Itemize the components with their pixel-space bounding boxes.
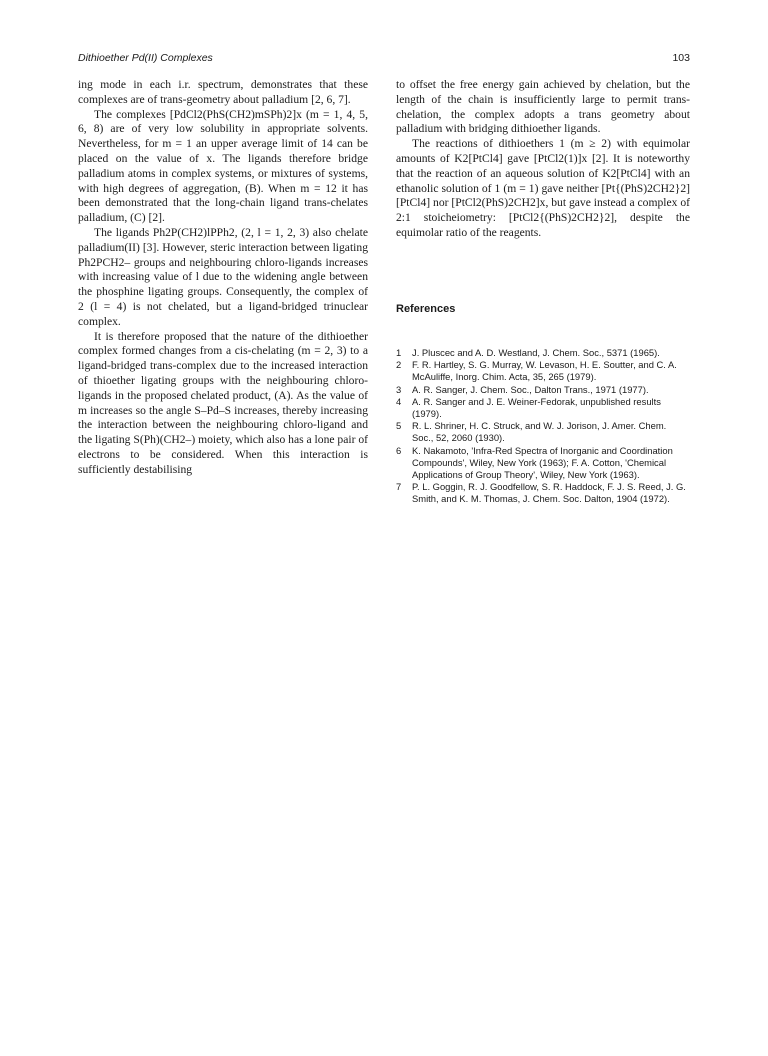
paragraph: ing mode in each i.r. spectrum, demonstrates that these complexes are of trans-geometry about palladium [2, 6, 7]. [78, 78, 368, 106]
reference-text: K. Nakamoto, 'Infra-Red Spectra of Inorganic and Coordination Compounds', Wiley, New York (1963); F. A. Cotton, 'Chemical Applications of Group Theory', Wiley, New York (1963). [412, 444, 673, 481]
reference-item [396, 359, 690, 383]
paragraph: to offset the free energy gain achieved by chelation, but the length of the chain is insufficiently large to permit trans-chelation, the complex adopts a trans geometry about palladium with bridging dithioether ligands. [396, 78, 690, 136]
page-number: 103 [672, 52, 690, 64]
reference-item [396, 445, 690, 482]
reference-text: J. Pluscec and A. D. Westland, J. Chem. Soc., 5371 (1965). [412, 347, 660, 358]
references-list [396, 347, 690, 506]
paragraph: It is therefore proposed that the nature of the dithioether complex formed changes from a cis-chelating (m = 2, 3) to a ligand-bridged trans-complex due to the increased interaction of thioether ligating groups with the neighbouring chloro-ligands in the proposed chelated product, (A). As the value of m increases so the angle S–Pd–S increases, thereby increasing the interaction between the neighbouring chloro-ligand and the ligating S(Ph)(CH2–) moiety, which also has a lone pair of electrons to be considered. When this interaction is sufficiently destabilising [78, 329, 369, 476]
page-header [78, 52, 690, 68]
reference-number: 6 [396, 444, 402, 456]
reference-number: 5 [396, 420, 402, 432]
reference-text: A. R. Sanger and J. E. Weiner-Fedorak, unpublished results (1979). [412, 395, 661, 420]
reference-text: P. L. Goggin, R. J. Goodfellow, S. R. Haddock, F. J. S. Reed, J. G. Smith, and K. M. Thomas, J. Chem. Soc. Dalton, 1904 (1972). [412, 481, 686, 505]
paragraph: The complexes [PdCl2(PhS(CH2)mSPh)2]x (m = 1, 4, 5, 6, 8) are of very low solubility in appropriate solvents. Nevertheless, for m = 1 an upper average limit of 14 can be placed on the value of x. The ligands therefore bridge palladium atoms in complex systems, or mixtures of systems, with high degrees of aggregation, (B). When m = 12 it has been demonstrated that the long-chain ligand trans-chelates palladium, (C) [2]. [78, 107, 368, 225]
references-heading: References [396, 303, 456, 315]
paragraph: The reactions of dithioethers 1 (m ≥ 2) with equimolar amounts of K2[PtCl4] gave [PtCl2(1)]x [2]. It is noteworthy that the reaction of an aqueous solution of K2[PtCl4] with an ethanolic solution of 1 (m = 1) gave neither [Pt{(PhS)2CH2}2][PtCl4] nor [PtCl2(PhS)2CH2]x, but gave instead a complex of 2:1 stoicheiometry: [PtCl2{(PhS)2CH2}2], despite the equimolar ratio of the reagents. [396, 137, 690, 239]
reference-item [396, 396, 690, 420]
reference-item [396, 347, 690, 359]
reference-item [396, 481, 690, 505]
reference-text: F. R. Hartley, S. G. Murray, W. Levason, H. E. Soutter, and C. A. McAuliffe, Inorg. Chim. Acta, 35, 265 (1979). [412, 359, 677, 383]
reference-item [396, 384, 690, 396]
reference-number: 3 [396, 383, 402, 395]
reference-item [396, 420, 690, 444]
reference-text: A. R. Sanger, J. Chem. Soc., Dalton Trans., 1971 (1977). [412, 383, 649, 395]
left-column [78, 78, 368, 478]
right-column [396, 78, 690, 241]
reference-number: 2 [396, 359, 402, 371]
reference-number: 1 [396, 347, 402, 358]
paragraph: The ligands Ph2P(CH2)lPPh2, (2, l = 1, 2, 3) also chelate palladium(II) [3]. However, steric interaction between ligating Ph2PCH2– groups and neighbouring chloro-ligands increases with increasing value of l due to the widening angle between the phosphine ligating groups. Consequently, the complex of 2 (l = 4) is not chelated, but a ligand-bridged trinuclear complex. [78, 225, 368, 328]
reference-number: 7 [396, 481, 402, 493]
reference-number: 4 [396, 395, 402, 407]
reference-text: R. L. Shriner, H. C. Struck, and W. J. Jorison, J. Amer. Chem. Soc., 52, 2060 (1930). [412, 420, 667, 444]
running-head: Dithioether Pd(II) Complexes [78, 52, 213, 64]
